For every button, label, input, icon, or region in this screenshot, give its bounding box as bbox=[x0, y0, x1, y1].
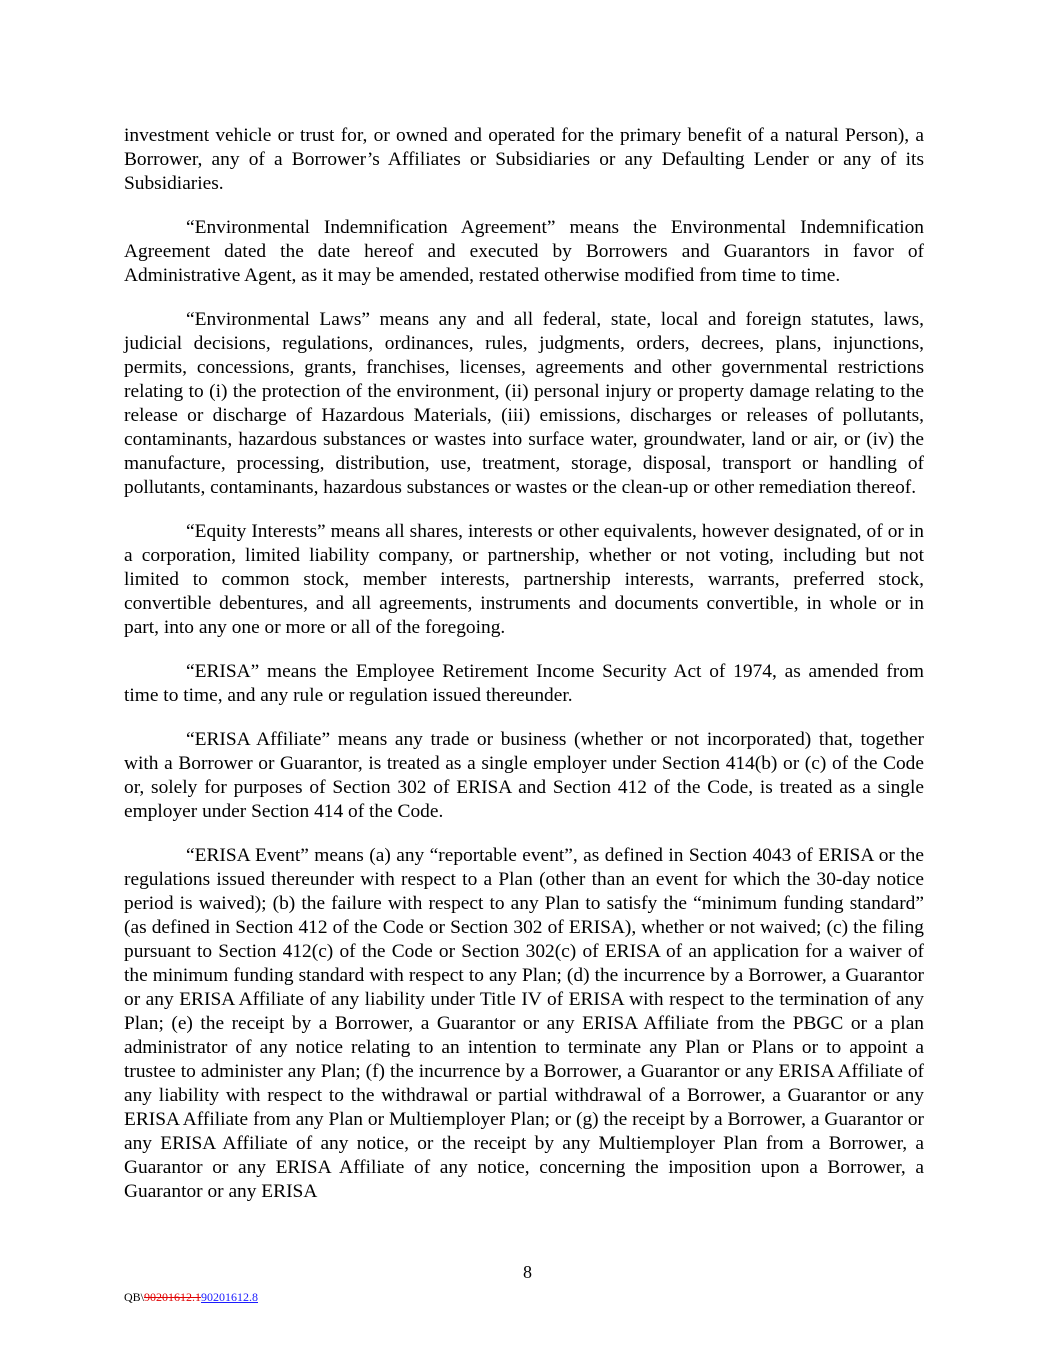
document-id bbox=[124, 1290, 258, 1304]
definition-erisa-affiliate: “ERISA Affiliate” means any trade or business (whether or not incorporated) that, together with a Borrower or Guarantor, is treated as a single employer under Section 414(b) or (c) of the Code or, solely for purposes of Section 302 of ERISA and Section 412 of the Code, is treated as a single employer under Section 414 of the Code. bbox=[124, 729, 924, 822]
definition-erisa: “ERISA” means the Employee Retirement Income Security Act of 1974, as amended from time to time, and any rule or regulation issued thereunder. bbox=[124, 661, 924, 706]
doc-id-deleted: 90201612.1 bbox=[144, 1290, 202, 1304]
doc-id-prefix: QB\ bbox=[124, 1290, 145, 1304]
definition-erisa-event: “ERISA Event” means (a) any “reportable event”, as defined in Section 4043 of ERISA or the regulations issued thereunder with respect to a Plan (other than an event for which the 30-day notice period is waived); (b) the failure with respect to any Plan to satisfy the “minimum funding standard” (as defined in Section 412 of the Code or Section 302 of ERISA), whether or not waived; (c) the filing pursuant to Section 412(c) of the Code or Section 302(c) of ERISA of an application for a waiver of the minimum funding standard with respect to any Plan; (d) the incurrence by a Borrower, a Guarantor or any ERISA Affiliate of any liability under Title IV of ERISA with respect to the termination of any Plan; (e) the receipt by a Borrower, a Guarantor or any ERISA Affiliate from the PBGC or a plan administrator of any notice relating to an intention to terminate any Plan or Plans or to appoint a trustee to administer any Plan; (f) the incurrence by a Borrower, a Guarantor or any ERISA Affiliate of any liability with respect to the withdrawal or partial withdrawal of a Borrower, a Guarantor or any ERISA Affiliate from any Plan or Multiemployer Plan; or (g) the receipt by a Borrower, a Guarantor or any ERISA Affiliate of any notice, or the receipt by any Multiemployer Plan from a Borrower, a Guarantor or any ERISA Affiliate of any notice, concerning the imposition upon a Borrower, a Guarantor or any ERISA bbox=[124, 845, 924, 1202]
doc-id-inserted: 90201612.8 bbox=[201, 1290, 259, 1304]
document-body bbox=[124, 124, 924, 1224]
definition-equity-interests: “Equity Interests” means all shares, interests or other equivalents, however designated, of or in a corporation, limited liability company, or partnership, whether or not voting, including but not limited to common stock, member interests, partnership interests, warrants, preferred stock, convertible debentures, and all agreements, instruments and documents convertible, in whole or in part, into any one or more or all of the foregoing. bbox=[124, 521, 924, 638]
definition-environmental-laws: “Environmental Laws” means any and all federal, state, local and foreign statutes, laws, judicial decisions, regulations, ordinances, rules, judgments, orders, decrees, plans, injunctions, permits, concessions, grants, franchises, licenses, agreements and other governmental restrictions relating to (i) the protection of the environment, (ii) personal injury or property damage relating to the release or discharge of Hazardous Materials, (iii) emissions, discharges or releases of pollutants, contaminants, hazardous substances or wastes into surface water, groundwater, land or air, or (iv) the manufacture, processing, distribution, use, treatment, storage, disposal, transport or handling of pollutants, contaminants, hazardous substances or wastes or the clean-up or other remediation thereof. bbox=[124, 309, 924, 498]
paragraph-continuation: investment vehicle or trust for, or owned and operated for the primary benefit of a natural Person), a Borrower, any of a Borrower’s Affiliates or Subsidiaries or any Defaulting Lender or any of its Subsidiaries. bbox=[124, 125, 924, 194]
definition-environmental-indemnification-agreement: “Environmental Indemnification Agreement” means the Environmental Indemnification Agreement dated the date hereof and executed by Borrowers and Guarantors in favor of Administrative Agent, as it may be amended, restated otherwise modified from time to time. bbox=[124, 217, 924, 286]
page-number: 8 bbox=[523, 1262, 532, 1282]
